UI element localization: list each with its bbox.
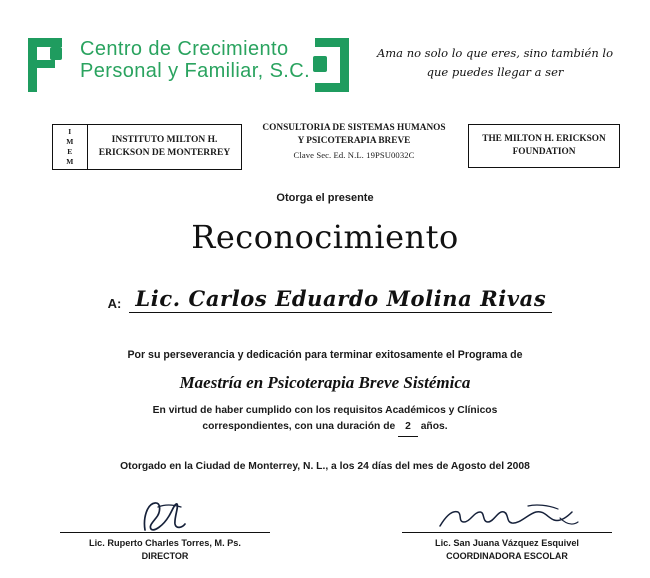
otorga-label: Otorga el presente	[276, 192, 374, 204]
logo-line-2: Personal y Familiar, S.C.	[80, 60, 311, 83]
instituto-name-line-1: INSTITUTO MILTON H.	[111, 134, 218, 145]
imem-initial-3: E	[67, 147, 73, 156]
awardee-label: A:	[107, 296, 122, 311]
requirements-line-1: En virtud de haber cumplido con los requisitos Académicos y Clínicos	[152, 405, 498, 416]
logo-bracket-left-icon	[28, 38, 66, 92]
consultoria-heading	[248, 122, 460, 161]
duration-value: 2	[398, 419, 418, 436]
imem-initials	[53, 125, 88, 169]
signature-name-coordinator: Lic. San Juana Vázquez Esquivel	[435, 537, 579, 548]
achievement-paragraph: Por su perseverancia y dedicación para terminar exitosamente el Programa de	[127, 349, 523, 361]
foundation-line-1: THE MILTON H. ERICKSON	[482, 133, 606, 144]
signature-block-director	[50, 498, 280, 562]
logo-line-1: Centro de Crecimiento	[80, 38, 289, 60]
instituto-milton-erickson-box	[52, 124, 242, 170]
foundation-line-2: FOUNDATION	[512, 147, 576, 157]
signature-title-coordinator: COORDINADORA ESCOLAR	[446, 550, 568, 561]
signature-block-coordinator	[392, 498, 622, 562]
requirements-paragraph	[0, 403, 650, 437]
consultoria-line-2: Y PSICOTERAPIA BREVE	[297, 136, 411, 147]
clave-sec-ed: Clave Sec. Ed. N.L. 19PSU0032C	[293, 149, 415, 160]
signature-name-director: Lic. Ruperto Charles Torres, M. Ps.	[89, 537, 241, 548]
signature-mark-coordinator-icon	[392, 498, 622, 532]
instituto-name	[88, 134, 241, 161]
duration-suffix: años.	[420, 421, 448, 433]
motto-text: Ama no solo lo que eres, sino también lo que puedes llegar a ser	[376, 46, 614, 79]
certificate-title: Reconocimiento	[191, 218, 459, 256]
erickson-foundation-box	[468, 124, 620, 168]
signature-title-director: DIRECTOR	[141, 550, 189, 561]
logo-bracket-right-icon	[305, 38, 349, 92]
organization-logo	[28, 38, 310, 92]
signature-mark-director-icon	[50, 498, 280, 532]
instituto-name-line-2: ERICKSON DE MONTERREY	[98, 148, 231, 158]
requirements-line-2	[0, 419, 650, 436]
consultoria-line-1: CONSULTORIA DE SISTEMAS HUMANOS	[262, 123, 446, 133]
awardee-name: Lic. Carlos Eduardo Molina Rivas	[129, 286, 552, 313]
awardee-row	[0, 286, 650, 313]
signature-rule-coordinator	[402, 532, 612, 533]
institutions-row	[0, 124, 650, 182]
program-name: Maestría en Psicoterapia Breve Sistémica	[179, 373, 471, 392]
certificate-header	[0, 0, 650, 110]
signatures-section	[0, 498, 650, 578]
imem-initial-4: M	[66, 157, 74, 167]
signature-rule-director	[60, 532, 270, 533]
place-and-date: Otorgado en la Ciudad de Monterrey, N. L., a los 24 días del mes de Agosto del 2008	[120, 460, 530, 472]
duration-prefix: correspondientes, con una duración de	[202, 421, 396, 433]
imem-initial-1: I	[68, 126, 72, 136]
logo-text	[80, 38, 310, 83]
imem-initial-2: M	[66, 136, 74, 146]
